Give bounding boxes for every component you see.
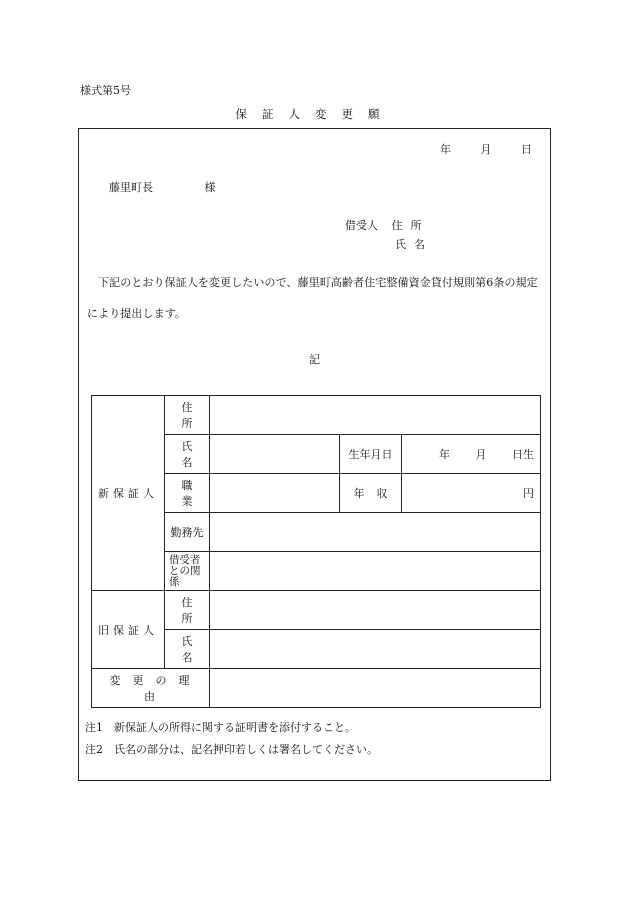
date-line: [414, 141, 532, 157]
employer-label: 勤務先: [165, 513, 210, 552]
old-address-field[interactable]: [210, 591, 541, 630]
birth-day: 日生: [512, 448, 535, 461]
birth-month: 月: [475, 448, 487, 461]
borrower-address-label: 住所: [391, 219, 430, 232]
old-guarantor-label: 旧保証人: [92, 591, 165, 669]
addressee-name: 藤里町長: [109, 181, 153, 194]
new-guarantor-label: 新保証人: [92, 396, 165, 591]
income-label: 年収: [340, 474, 402, 513]
table-row: [92, 396, 541, 435]
form-number: 様式第5号: [80, 84, 131, 97]
table-row: [92, 591, 541, 630]
new-address-field[interactable]: [210, 396, 541, 435]
note-1: 注1 新保証人の所得に関する証明書を添付すること。: [85, 721, 356, 734]
addressee-honorific: 様: [204, 181, 216, 194]
old-name-field[interactable]: [210, 630, 541, 669]
relation-field[interactable]: [210, 552, 541, 591]
new-name-field[interactable]: [210, 435, 340, 474]
table-row: [92, 669, 541, 708]
new-address-label: 住所: [165, 396, 210, 435]
form-frame: [78, 128, 551, 781]
borrower-address: [345, 217, 430, 233]
occupation-label: 職業: [165, 474, 210, 513]
occupation-field[interactable]: [210, 474, 340, 513]
birth-year: 年: [439, 448, 451, 461]
old-name-label: 氏名: [165, 630, 210, 669]
relation-text: 借受者との関係: [169, 553, 201, 588]
note-2: 注2 氏名の部分は、記名押印若しくは署名してください。: [85, 743, 378, 756]
date-month: 月: [480, 143, 492, 156]
yen-unit: 円: [523, 487, 535, 500]
employer-field[interactable]: [210, 513, 541, 552]
date-year: 年: [440, 143, 451, 156]
borrower-prefix: 借受人: [345, 219, 378, 232]
borrower-name-label: 氏名: [395, 238, 433, 251]
document-title: 保証人変更願: [235, 107, 395, 121]
body-text: 下記のとおり保証人を変更したいので、藤里町高齢者住宅整備資金貸付規則第6条の規定により提出します。: [87, 276, 538, 320]
birthdate-field[interactable]: [402, 435, 541, 474]
reason-field[interactable]: [210, 669, 541, 708]
ki-heading: 記: [309, 353, 320, 366]
reason-label: 変更の理由: [92, 669, 210, 708]
addressee: [109, 179, 216, 195]
relation-label: [165, 552, 210, 591]
old-address-label: 住所: [165, 591, 210, 630]
date-day: 日: [521, 143, 532, 156]
birthdate-label: 生年月日: [340, 435, 402, 474]
guarantor-table: [91, 395, 541, 708]
income-field[interactable]: [402, 474, 541, 513]
new-name-label: 氏名: [165, 435, 210, 474]
